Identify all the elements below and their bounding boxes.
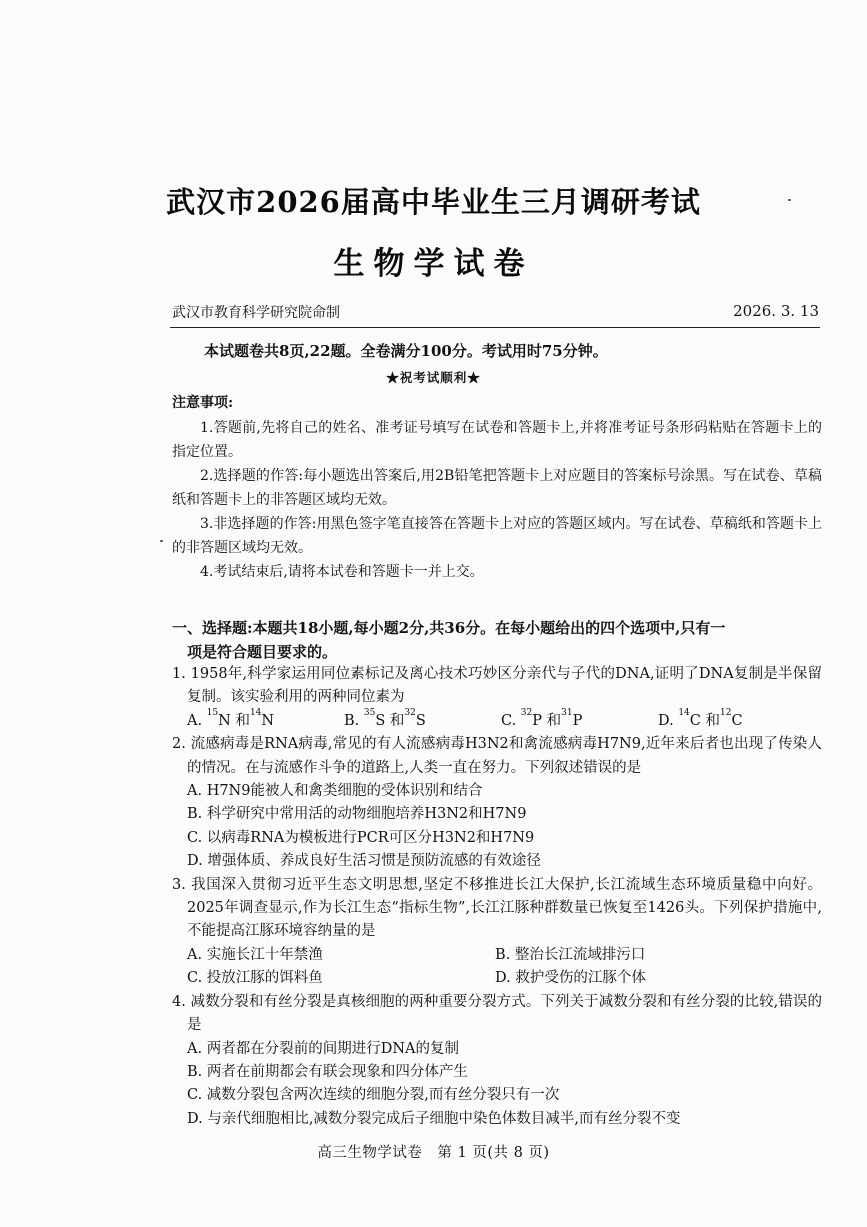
- option-a: A. H7N9能被人和禽类细胞的受体识别和结合: [187, 783, 483, 800]
- section-heading-line: 项是符合题目要求的。: [187, 643, 338, 661]
- option-b: B. 整治长江流域排污口: [495, 946, 646, 963]
- section-heading: [172, 616, 822, 664]
- option-a: A. 两者都在分裂前的间期进行DNA的复制: [187, 1040, 459, 1057]
- scan-speck: [788, 199, 791, 201]
- option-c: C. 以病毒RNA为模板进行PCR可区分H3N2和H7N9: [187, 829, 535, 846]
- section-heading-line: 一、选择题:本题共18小题,每小题2分,共36分。在每小题给出的四个选项中,只有一: [172, 619, 726, 637]
- option-c: C. 减数分裂包含两次连续的细胞分裂,而有丝分裂只有一次: [187, 1087, 560, 1104]
- option-d: D. 救护受伤的江豚个体: [495, 970, 646, 987]
- option-d: D. 增强体质、养成良好生活习惯是预防流感的有效途径: [187, 853, 541, 870]
- question-1: [172, 663, 822, 733]
- question-stem: 1. 1958年,科学家运用同位素标记及离心技术巧妙区分亲代与子代的DNA,证明了DNA复制是半保留复制。该实验利用的两种同位素为: [172, 666, 822, 706]
- options-row: [172, 967, 822, 990]
- note-item: 4.考试结束后,请将本试卷和答题卡一并上交。: [200, 564, 484, 580]
- page-footer: 高三生物学试卷 第 1 页(共 8 页): [317, 1145, 550, 1161]
- notes-block: [172, 391, 822, 584]
- question-stem: 4. 减数分裂和有丝分裂是真核细胞的两种重要分裂方式。下列关于减数分裂和有丝分裂的比较,错误的是: [172, 993, 822, 1034]
- exam-date: 2026. 3. 13: [733, 302, 819, 320]
- option-b: B. $^{35}$S 和$^{32}$S: [344, 707, 426, 729]
- questions-list: [172, 663, 822, 1131]
- note-item: 2.选择题的作答:每小题选出答案后,用2B铅笔把答题卡上对应题目的答案标号涂黑。写在试卷、草稿纸和答题卡上的非答题区域均无效。: [172, 468, 822, 508]
- question-stem: 2. 流感病毒是RNA病毒,常见的有人流感病毒H3N2和禽流感病毒H7N9,近年来后者也出现了传染人的情况。在与流感作斗争的道路上,人类一直在努力。下列叙述错误的是: [172, 736, 822, 776]
- issuing-organization: 武汉市教育科学研究院命制: [172, 305, 340, 321]
- scan-speck: [160, 540, 163, 542]
- note-item: 1.答题前,先将自己的姓名、准考证号填写在试卷和答题卡上,并将准考证号条形码粘贴在答题卡上的指定位置。: [172, 420, 822, 460]
- options-row: [172, 944, 822, 967]
- option-b: B. 科学研究中常用活的动物细胞培养H3N2和H7N9: [187, 806, 527, 823]
- good-luck-banner: ★祝考试顺利★: [386, 370, 481, 385]
- option-c: C. $^{32}$P 和$^{31}$P: [501, 707, 583, 729]
- question-2: [172, 733, 822, 873]
- notes-heading: 注意事项:: [172, 395, 234, 411]
- question-stem: 3. 我国深入贯彻习近平生态文明思想,坚定不移推进长江大保护,长江流域生态环境质量稳中向好。2025年调查显示,作为长江生态“指标生物”,长江江豚种群数量已恢复至1426头。下列保护措施中,不能提高江豚环境容纳量的是: [172, 876, 822, 940]
- option-d: D. 与亲代细胞相比,减数分裂完成后子细胞中染色体数目减半,而有丝分裂不变: [187, 1110, 681, 1127]
- exam-subject-title: 生物学试卷: [333, 246, 534, 282]
- exam-title: 武汉市2026届高中毕业生三月调研考试: [166, 185, 701, 219]
- option-c: C. 投放江豚的饵料鱼: [187, 970, 323, 987]
- option-d: D. $^{14}$C 和$^{12}$C: [658, 707, 743, 729]
- note-item: 3.非选择题的作答:用黑色签字笔直接答在答题卡上对应的答题区域内。写在试卷、草稿纸和答题卡上的非答题区域均无效。: [172, 516, 822, 556]
- option-a: A. $^{15}$N 和$^{14}$N: [187, 707, 275, 729]
- options-row: [172, 707, 822, 733]
- exam-summary: 本试题卷共8页,22题。全卷满分100分。考试用时75分钟。: [204, 342, 608, 360]
- question-4: [172, 991, 822, 1131]
- option-b: B. 两者在前期都会有联会现象和四分体产生: [187, 1063, 468, 1080]
- header-divider: [170, 327, 820, 328]
- option-a: A. 实施长江十年禁渔: [187, 946, 323, 963]
- question-3: [172, 874, 822, 991]
